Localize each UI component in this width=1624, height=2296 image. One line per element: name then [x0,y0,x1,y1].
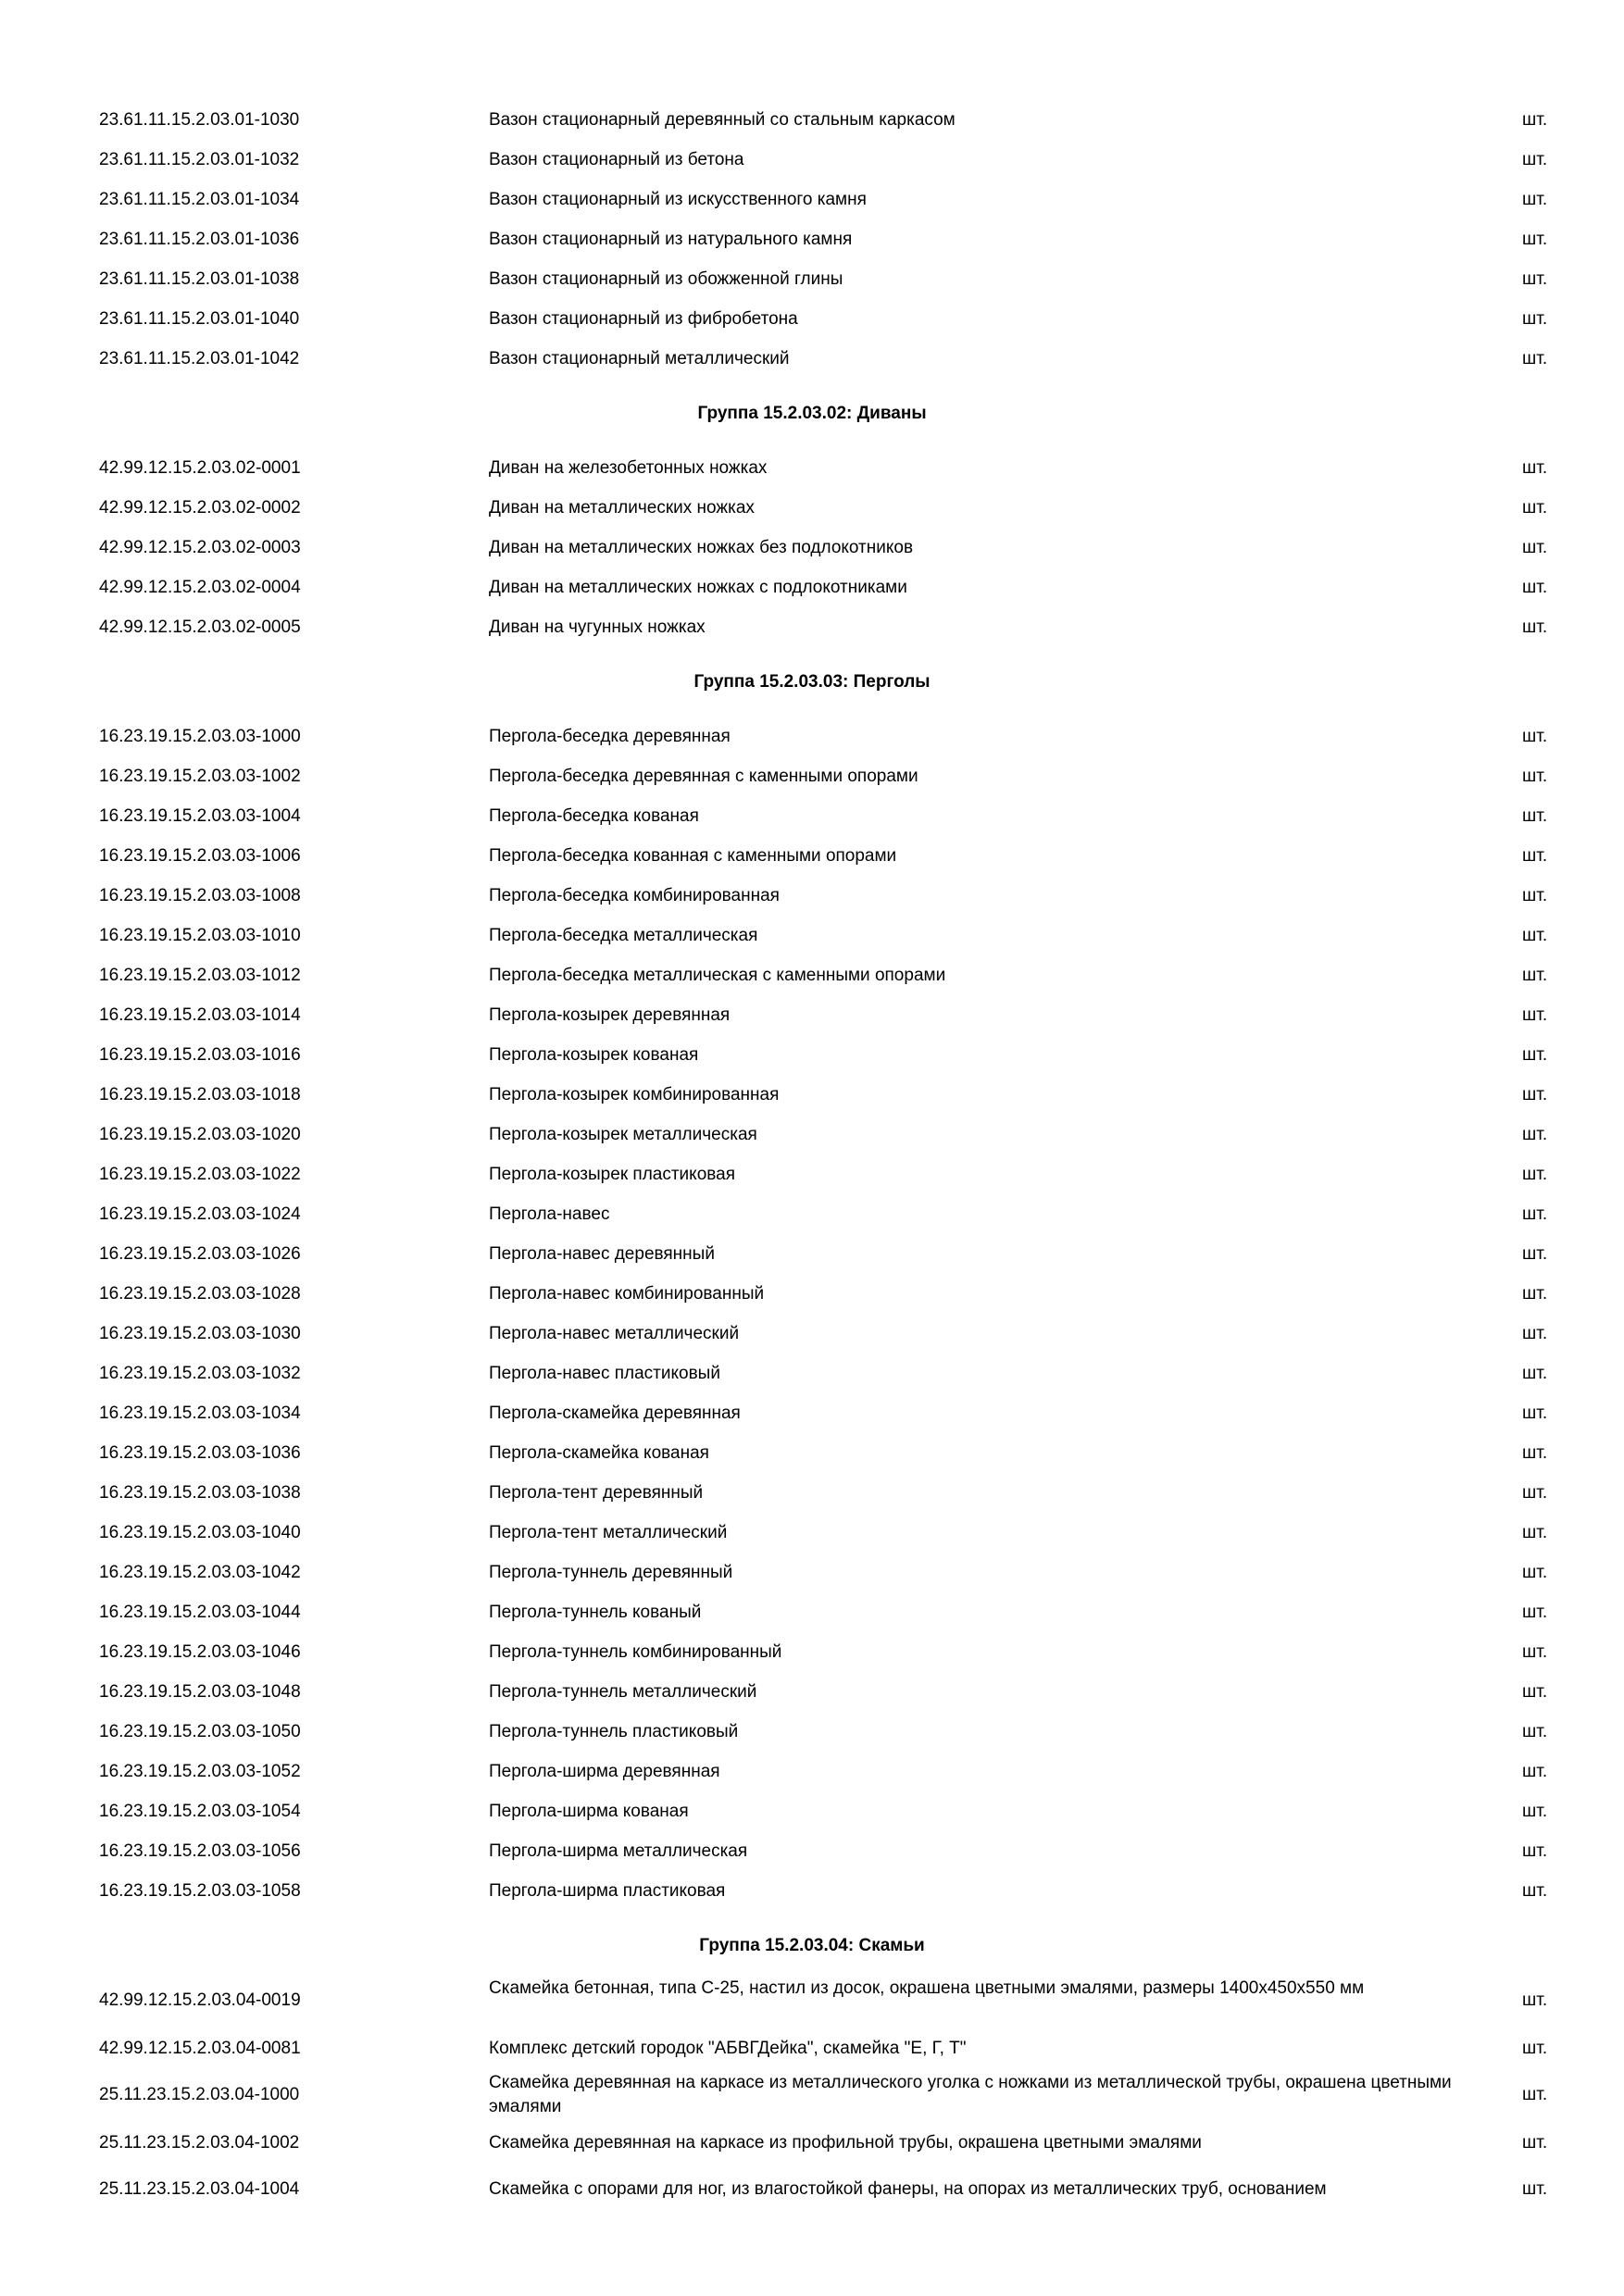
item-code: 16.23.19.15.2.03.03-1020 [99,1125,301,1144]
item-name: Пергола-туннель кованый [489,1603,702,1622]
table-row [0,1160,1624,1190]
item-name: Пергола-беседка деревянная [489,727,731,746]
item-code: 16.23.19.15.2.03.03-1058 [99,1881,301,1901]
table-row [0,2175,1624,2204]
item-unit: шт. [1522,966,1548,985]
table-row [0,265,1624,294]
item-code: 25.11.23.15.2.03.04-1000 [99,2085,300,2104]
item-name: Пергола-беседка деревянная с каменными опорами [489,767,918,786]
item-unit: шт. [1522,150,1548,169]
item-unit: шт. [1522,1364,1548,1383]
item-code: 16.23.19.15.2.03.03-1028 [99,1284,301,1304]
table-row [0,1319,1624,1349]
item-code: 16.23.19.15.2.03.03-1026 [99,1244,301,1264]
table-row [0,1041,1624,1070]
group-heading: Группа 15.2.03.03: Перголы [693,672,931,692]
item-code: 16.23.19.15.2.03.03-1022 [99,1165,301,1184]
item-code: 16.23.19.15.2.03.03-1024 [99,1204,301,1224]
item-unit: шт. [1522,2085,1548,2104]
table-row [0,2128,1624,2158]
item-name: Пергола-беседка кованая [489,806,699,826]
table-row [0,2034,1624,2064]
item-name: Пергола-ширма деревянная [489,1762,720,1781]
item-code: 16.23.19.15.2.03.03-1042 [99,1563,301,1582]
item-unit: шт. [1522,1802,1548,1821]
item-code: 42.99.12.15.2.03.02-0005 [99,618,301,637]
item-name: Пергола-туннель деревянный [489,1563,733,1582]
item-unit: шт. [1522,1990,1548,2010]
item-unit: шт. [1522,190,1548,209]
table-row [0,921,1624,951]
item-unit: шт. [1522,1483,1548,1503]
item-name: Диван на металлических ножках с подлокотниками [489,578,907,597]
item-name: Пергола-беседка кованная с каменными опорами [489,846,897,866]
item-unit: шт. [1522,230,1548,249]
item-name: Пергола-туннель пластиковый [489,1722,739,1741]
item-code: 23.61.11.15.2.03.01-1042 [99,349,300,368]
item-unit: шт. [1522,309,1548,329]
item-unit: шт. [1522,458,1548,478]
table-row [0,1678,1624,1707]
group-heading: Группа 15.2.03.04: Скамьи [699,1936,925,1955]
item-unit: шт. [1522,806,1548,826]
item-name: Пергола-навес пластиковый [489,1364,720,1383]
item-name: Пергола-ширма кованая [489,1802,689,1821]
table-row [0,1518,1624,1548]
item-code: 16.23.19.15.2.03.03-1000 [99,727,301,746]
item-name: Диван на чугунных ножках [489,618,706,637]
item-code: 16.23.19.15.2.03.03-1012 [99,966,301,985]
item-unit: шт. [1522,1603,1548,1622]
table-row [0,2069,1624,2121]
item-code: 16.23.19.15.2.03.03-1008 [99,886,301,905]
item-code: 23.61.11.15.2.03.01-1036 [99,230,300,249]
group-heading: Группа 15.2.03.02: Диваны [697,404,927,423]
table-row [0,1837,1624,1866]
item-name: Пергола-козырек металлическая [489,1125,757,1144]
item-code: 16.23.19.15.2.03.03-1018 [99,1085,301,1104]
table-row [0,762,1624,792]
item-unit: шт. [1522,1085,1548,1104]
table-row [0,1001,1624,1030]
table-row [0,454,1624,483]
item-unit: шт. [1522,767,1548,786]
item-unit: шт. [1522,1204,1548,1224]
item-unit: шт. [1522,1404,1548,1423]
table-row [0,145,1624,175]
item-code: 16.23.19.15.2.03.03-1048 [99,1682,301,1702]
table-row [0,225,1624,255]
table-row [0,1359,1624,1389]
item-unit: шт. [1522,1841,1548,1861]
table-row [0,1975,1624,2027]
table-row [0,1399,1624,1429]
item-unit: шт. [1522,618,1548,637]
item-unit: шт. [1522,2179,1548,2199]
item-code: 16.23.19.15.2.03.03-1040 [99,1523,301,1542]
table-row [0,881,1624,911]
item-code: 42.99.12.15.2.03.04-0081 [99,2039,301,2058]
item-name: Пергола-ширма пластиковая [489,1881,726,1901]
item-name: Пергола-беседка металлическая [489,926,758,945]
item-unit: шт. [1522,846,1548,866]
item-unit: шт. [1522,727,1548,746]
item-code: 23.61.11.15.2.03.01-1034 [99,190,300,209]
item-unit: шт. [1522,1324,1548,1343]
table-row [0,1877,1624,1906]
item-name: Диван на металлических ножках [489,498,755,518]
item-name: Пергола-навес [489,1204,610,1224]
table-row [0,344,1624,374]
item-unit: шт. [1522,1682,1548,1702]
item-name: Пергола-тент металлический [489,1523,728,1542]
item-code: 25.11.23.15.2.03.04-1004 [99,2179,300,2199]
item-name: Диван на металлических ножках без подлокотников [489,538,914,557]
item-name: Пергола-беседка металлическая с каменными опорами [489,966,946,985]
item-unit: шт. [1522,538,1548,557]
item-unit: шт. [1522,2133,1548,2152]
table-row [0,1080,1624,1110]
item-unit: шт. [1522,1284,1548,1304]
item-code: 42.99.12.15.2.03.02-0001 [99,458,301,478]
table-row [0,1717,1624,1747]
item-code: 23.61.11.15.2.03.01-1030 [99,110,300,130]
table-row [0,305,1624,334]
item-name: Скамейка деревянная на каркасе из профильной трубы, окрашена цветными эмалями [489,2133,1202,2152]
item-code: 16.23.19.15.2.03.03-1054 [99,1802,301,1821]
item-unit: шт. [1522,349,1548,368]
item-code: 16.23.19.15.2.03.03-1044 [99,1603,301,1622]
table-row [0,1439,1624,1468]
item-unit: шт. [1522,1443,1548,1463]
table-row [0,842,1624,871]
table-row [0,1598,1624,1628]
item-name: Скамейка деревянная на каркасе из металлического уголка с ножками из металлической трубы, окрашена цветными эмалями [489,2073,1452,2116]
item-name: Пергола-козырек пластиковая [489,1165,735,1184]
item-code: 16.23.19.15.2.03.03-1036 [99,1443,301,1463]
item-name: Вазон стационарный из бетона [489,150,744,169]
item-name: Вазон стационарный из обожженной глины [489,269,843,289]
item-unit: шт. [1522,1005,1548,1025]
item-code: 16.23.19.15.2.03.03-1006 [99,846,301,866]
item-name: Диван на железобетонных ножках [489,458,768,478]
table-row [0,1120,1624,1150]
item-name: Вазон стационарный из натурального камня [489,230,853,249]
item-name: Пергола-беседка комбинированная [489,886,780,905]
item-code: 16.23.19.15.2.03.03-1038 [99,1483,301,1503]
item-unit: шт. [1522,886,1548,905]
item-name: Пергола-тент деревянный [489,1483,704,1503]
item-unit: шт. [1522,1762,1548,1781]
table-row [0,1638,1624,1667]
table-row [0,1240,1624,1269]
item-code: 42.99.12.15.2.03.02-0003 [99,538,301,557]
item-code: 23.61.11.15.2.03.01-1032 [99,150,300,169]
table-row [0,1757,1624,1787]
item-name: Скамейка бетонная, типа С-25, настил из досок, окрашена цветными эмалями, размеры 1400х450х550 мм [489,1978,1365,1998]
item-unit: шт. [1522,1523,1548,1542]
item-code: 16.23.19.15.2.03.03-1016 [99,1045,301,1065]
item-code: 16.23.19.15.2.03.03-1034 [99,1404,301,1423]
item-name: Пергола-туннель комбинированный [489,1642,782,1662]
item-code: 42.99.12.15.2.03.04-0019 [99,1990,301,2010]
table-row [0,533,1624,563]
item-code: 16.23.19.15.2.03.03-1014 [99,1005,301,1025]
table-row [0,1279,1624,1309]
item-code: 16.23.19.15.2.03.03-1010 [99,926,301,945]
item-code: 16.23.19.15.2.03.03-1030 [99,1324,301,1343]
item-unit: шт. [1522,1563,1548,1582]
item-code: 16.23.19.15.2.03.03-1032 [99,1364,301,1383]
item-code: 16.23.19.15.2.03.03-1056 [99,1841,301,1861]
item-unit: шт. [1522,1881,1548,1901]
item-code: 16.23.19.15.2.03.03-1050 [99,1722,301,1741]
item-name: Пергола-козырек деревянная [489,1005,731,1025]
table-row [0,1558,1624,1588]
item-name: Вазон стационарный из искусственного камня [489,190,867,209]
item-unit: шт. [1522,498,1548,518]
table-row [0,961,1624,991]
item-unit: шт. [1522,110,1548,130]
table-row [0,1797,1624,1827]
item-code: 16.23.19.15.2.03.03-1052 [99,1762,301,1781]
item-unit: шт. [1522,269,1548,289]
item-code: 23.61.11.15.2.03.01-1040 [99,309,300,329]
item-unit: шт. [1522,2039,1548,2058]
table-row [0,1200,1624,1229]
item-name: Пергола-ширма металлическая [489,1841,748,1861]
item-code: 42.99.12.15.2.03.02-0002 [99,498,301,518]
item-name: Пергола-скамейка деревянная [489,1404,741,1423]
table-row [0,573,1624,603]
item-code: 16.23.19.15.2.03.03-1004 [99,806,301,826]
item-unit: шт. [1522,1642,1548,1662]
table-row [0,106,1624,135]
item-name: Пергола-козырек комбинированная [489,1085,780,1104]
item-name: Пергола-навес металлический [489,1324,740,1343]
table-row [0,185,1624,215]
item-code: 16.23.19.15.2.03.03-1002 [99,767,301,786]
item-name: Комплекс детский городок "АБВГДейка", скамейка "Е, Г, Т" [489,2039,967,2058]
item-unit: шт. [1522,1045,1548,1065]
table-row [0,722,1624,752]
item-unit: шт. [1522,1125,1548,1144]
item-code: 42.99.12.15.2.03.02-0004 [99,578,301,597]
item-name: Вазон стационарный деревянный со стальным каркасом [489,110,956,130]
item-name: Пергола-скамейка кованая [489,1443,709,1463]
table-row [0,613,1624,643]
item-unit: шт. [1522,1165,1548,1184]
item-code: 23.61.11.15.2.03.01-1038 [99,269,300,289]
item-name: Пергола-навес деревянный [489,1244,715,1264]
item-code: 25.11.23.15.2.03.04-1002 [99,2133,300,2152]
item-unit: шт. [1522,1244,1548,1264]
table-row [0,802,1624,831]
table-row [0,1479,1624,1508]
item-unit: шт. [1522,926,1548,945]
item-name: Пергола-туннель металлический [489,1682,757,1702]
item-name: Пергола-козырек кованая [489,1045,699,1065]
table-row [0,493,1624,523]
item-code: 16.23.19.15.2.03.03-1046 [99,1642,301,1662]
item-name: Пергола-навес комбинированный [489,1284,765,1304]
item-unit: шт. [1522,578,1548,597]
item-name: Вазон стационарный металлический [489,349,790,368]
item-unit: шт. [1522,1722,1548,1741]
item-name: Вазон стационарный из фибробетона [489,309,798,329]
item-name: Скамейка с опорами для ног, из влагостойкой фанеры, на опорах из металлических труб, основанием [489,2179,1327,2199]
